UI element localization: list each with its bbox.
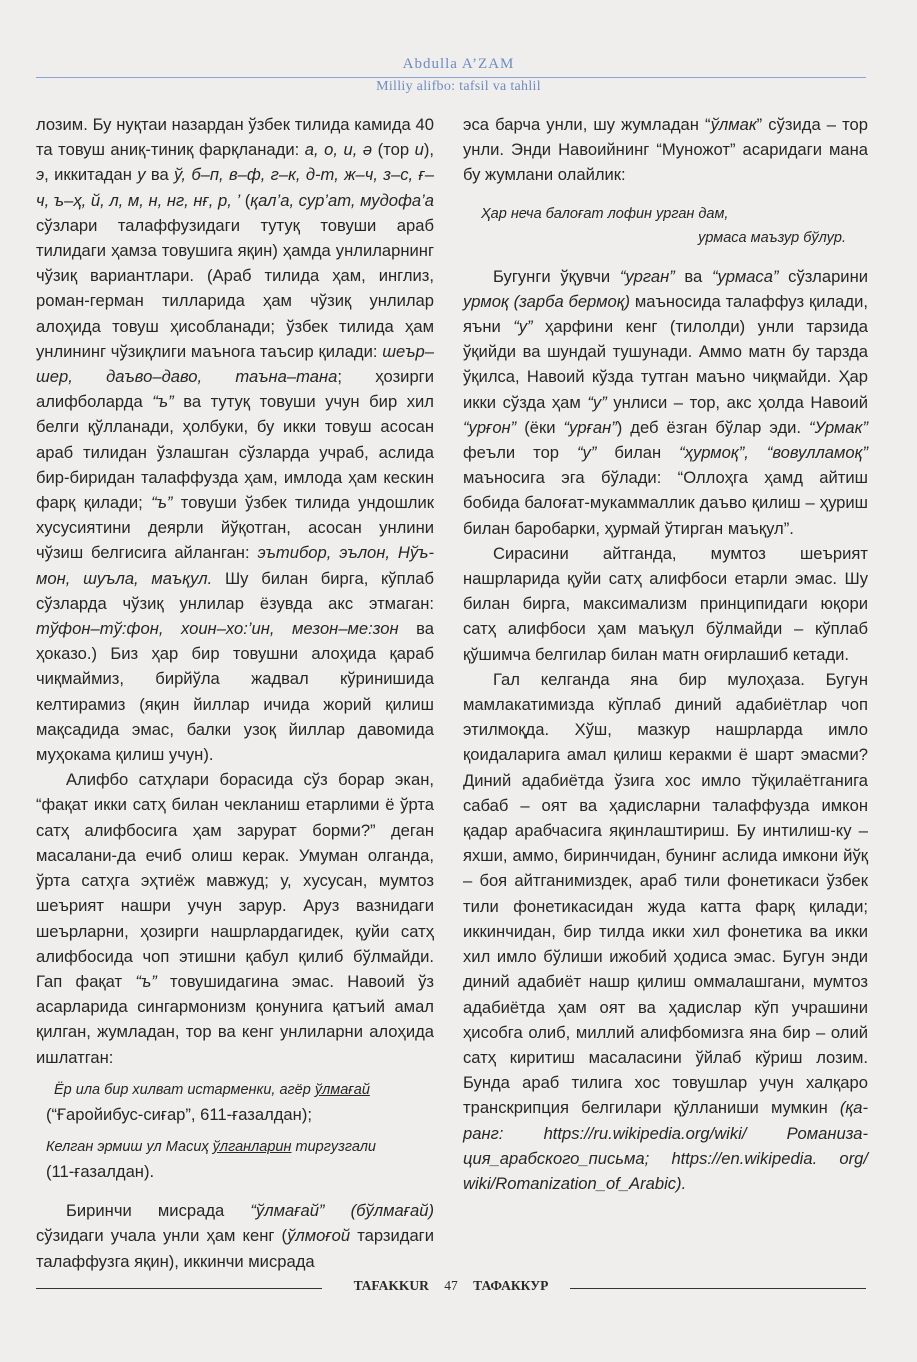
text-run: э bbox=[36, 165, 45, 185]
text-run: сўзлари талаффузидаги тутуқ товуши араб тилидаги ҳамза товушига яқин) ҳамда унлиларнинг чўзиқ вариантлари. (Араб тилида ҳам, инглиз, роман-герман тилларида ҳам чўзиқ унлилар алоҳида товуш ҳисобланади; ўзбек тилида ҳам унлининг чўзиқлиги маънога таъсир қилади: bbox=[36, 215, 434, 361]
text-run: “урғон” bbox=[463, 417, 517, 437]
text-run: “урмаса” bbox=[711, 266, 779, 286]
text-run: ҳарфини кенг (тилолди) унли тарзида ўқийди ва шундай тушунади. Аммо матн бу тарзда ўқилса, Навоий кўзда тутган маъно чиқмайди. Ҳар икки сўзда ҳам bbox=[463, 317, 868, 412]
text-run: (ёки bbox=[516, 417, 564, 437]
text-run: товушидагина эмас. Навоий ўз асарларида сингармонизм қонунига қатъий амал қилган, жумладан, тор ва кенг унлиларни алоҳида ишлатган: bbox=[36, 971, 434, 1067]
text-run: ў, б–п, в–ф, г–к, д-т, ж–ч, з–с, ғ–ч, ъ–ҳ, й, л, м, н, нг, нғ, р, ’ bbox=[36, 165, 434, 210]
text-run: Шу билан бирга, кўплаб сўзларда чўзиқ унлилар ёзувда акс этмаган: bbox=[36, 568, 434, 613]
text-run: а, о, и, ә bbox=[304, 140, 373, 160]
text-run: у bbox=[137, 165, 146, 185]
left-quote-2 bbox=[36, 1135, 434, 1159]
text-run: шеър–шер, даъво–даво, таъна–тана bbox=[36, 341, 434, 387]
right-quote-line-1: Ҳар неча балоғат лофин урган дам, bbox=[481, 205, 729, 222]
text-run: ва bbox=[674, 266, 712, 286]
text-run: “урган” bbox=[619, 266, 675, 286]
text-run: ўлмак bbox=[710, 115, 757, 134]
text-run: эътибор, эълон, Нўъмон, шуъла, маъқул. bbox=[36, 543, 434, 588]
text-run: “ҳурмоқ”, “вовулламоқ” bbox=[679, 443, 869, 463]
header-rule bbox=[36, 77, 866, 78]
text-run: и bbox=[414, 140, 424, 160]
text-run: Гал келганда яна бир мулоҳаза. Бугун мамлакатимизда кўплаб диний адабиётлар чоп этилмоқда. Хўш, мазкур нашрларда имло қоидаларига амал қилиш керакми ё шарт эмасми? Диний адабиётда ўзига хос имло тўқилаётганига сабаб – оят ва ҳадисларни талаффузда имкон қадар арабчасига яқинлаштириш. Бу интилиш-ку – яхши, аммо, биринчидан, бунинг аслида имкони йўқ – боя айтганимиздек, араб тили фонетикаси ўзбек тили фонетикасидан жуда катта фарқ қилади; иккинчидан, бир тилда икки хил фонетика ва икки хил имло бўлиши ижобий ҳодиса эмас. Бугун энди диний адабиёт нашр қилиш оммалашгани, мумтоз адабиётда ҳам оят ва ҳадислар кўп учрашини ҳисобга олиб, миллий алифбомизга яна бир – олий сатҳ киритиш масаласини ўйлаб кўриш лозим. Бунда араб тилига хос товушлар учун халқаро транскрипция белгилари қўлланиши мумкин bbox=[463, 669, 868, 1118]
footer-label-latin: TAFAKKUR bbox=[353, 1278, 429, 1293]
page-number: 47 bbox=[444, 1278, 458, 1293]
text-run: “у” bbox=[513, 317, 533, 337]
text-run: “ъ” bbox=[152, 392, 174, 412]
left-quote-2-source: (11-ғазалдан). bbox=[46, 1161, 155, 1181]
text-run: маъносига эга бўлади: “Оллоҳга ҳамд айтиш бобида балоғат-мукаммаллик даъво қилиш – ҳуриш билан баробарки, ҳурмай ўтирган маъқул”. bbox=[463, 468, 868, 538]
text-run: эса барча унли, шу жумладан “ bbox=[463, 115, 711, 134]
right-paragraph-3 bbox=[463, 541, 868, 667]
text-run: ўлмоғой bbox=[287, 1226, 351, 1246]
text-run: сўзидаги учала унли ҳам кенг ( bbox=[36, 1226, 288, 1246]
text-run: Алифбо сатҳлари борасида сўз борар экан, “фақат икки сатҳ билан чекланиш етарлими ё ўрта сатҳ алифбосига ҳам зарурат борми?” деган масалани-да ечиб олиш керак. Умуман олганда, ўрта сатҳга эҳтиёж мавжуд; у, хусусан, мумтоз шеърият нашри учун зарур. Аруз вазнидаги шеърларни, ҳозирги нашрлардагидек, қуйи сатҳ алифбосида чоп этишни қабул қилиб бўлмайди. Гап фақат bbox=[36, 770, 434, 991]
text-run: унлиси – тор, акс ҳолда Навоий bbox=[606, 392, 869, 412]
text-run: ), bbox=[423, 140, 434, 160]
text-run: Сирасини айтганда, мумтоз шеърият нашрларида қуйи сатҳ алифбоси етарли эмас. Шу билан бирга, максимализм принципидаги юқори сатҳ алифбоси ҳам маъқул бўлмайди – кўплаб қўшимча белгилар билан матн оғирлашиб кетади. bbox=[463, 543, 868, 664]
text-run: “урған” bbox=[563, 417, 617, 437]
left-paragraph-1 bbox=[36, 112, 434, 767]
text-run: лозим. Бу нуқтаи назардан ўзбек тилида камида 40 та товуш аниқ-тиниқ фарқланади: bbox=[36, 115, 434, 160]
left-column bbox=[36, 112, 434, 1274]
text-run: “у” bbox=[577, 443, 597, 463]
text-run: “ўлмағай” (бўлмағай) bbox=[250, 1201, 434, 1221]
text-run: ( bbox=[240, 190, 251, 210]
right-paragraph-1 bbox=[463, 112, 868, 188]
footer-label-cyrillic: ТАФАККУР bbox=[473, 1278, 549, 1293]
text-run: “ъ” bbox=[135, 971, 157, 991]
text-run: тўфон–тў:фон, хоин–хо:’ин, мезон–ме:зон bbox=[36, 619, 399, 639]
left-quote-1 bbox=[36, 1078, 434, 1102]
text-run: товуши ўзбек тилида ундошлик хусусиятини деярли йўқотган, асосан унлини чўзиш белгисига айланган: bbox=[36, 493, 434, 563]
page-footer bbox=[36, 1278, 866, 1298]
text-run: “ъ” bbox=[151, 493, 173, 513]
text-run: Биринчи мисрада bbox=[66, 1201, 251, 1221]
text-run: тиргузгали bbox=[291, 1138, 376, 1155]
text-run: феъли тор bbox=[463, 443, 577, 463]
text-run: ўлмағай bbox=[314, 1081, 370, 1098]
left-paragraph-2 bbox=[36, 767, 434, 1069]
text-run: Келган эрмиш ул Масиҳ bbox=[46, 1138, 213, 1155]
text-run: ва тутуқ товуши учун бир хил белги қўлланади, ҳолбуки, бу икки товуш асосан араб тилидан ўзлашган сўзларда учраб, аслида бир-биридан талаффузда ҳам, имлода ҳам кескин фарқ қилади; bbox=[36, 392, 434, 513]
header-author: Abdulla A’ZAM bbox=[402, 56, 515, 72]
text-run: тарзидаги талаффузга яқин), иккинчи мисрада bbox=[36, 1226, 434, 1271]
running-header bbox=[0, 56, 917, 95]
text-run: Ёр ила бир хилват истарменки, агёр bbox=[54, 1081, 315, 1098]
left-quote-1-source: (“Ғаройибус-сиғар”, 611-ғазалдан); bbox=[46, 1104, 312, 1124]
header-subtitle: Milliy alifbo: tafsil va tahlil bbox=[376, 79, 541, 94]
right-paragraph-4 bbox=[463, 667, 868, 1196]
text-run: “у” bbox=[587, 392, 607, 412]
text-run: ўлганларин bbox=[212, 1138, 292, 1155]
text-run: урмоқ (зарба бермоқ) bbox=[463, 291, 631, 311]
text-run: , иккитадан bbox=[44, 165, 138, 185]
text-run: ) деб ёзган бўлар эди. bbox=[616, 417, 810, 437]
text-run: ва bbox=[145, 165, 175, 185]
left-paragraph-3 bbox=[36, 1198, 434, 1274]
text-run: Бугунги ўқувчи bbox=[493, 266, 620, 286]
right-quote-line-2: урмаса маъзур бўлур. bbox=[698, 229, 846, 246]
text-run: маъносида талаффуз қилади, яъни bbox=[463, 291, 868, 337]
text-run: ; ҳозирги алифболарда bbox=[36, 367, 434, 412]
text-run: (тор bbox=[372, 140, 415, 160]
right-column bbox=[463, 112, 868, 1196]
text-run: сўзларини bbox=[778, 266, 869, 286]
text-run: (қаранг: https://ru.wikipedia.org/wiki/ Романизация_арабского_письма; https://en.wikipedia. org/ wiki/Romanization_of_Arabic). bbox=[463, 1098, 868, 1193]
text-run: ” сўзида – тор унли. Энди Навоийнинг “Муножот” асаридаги мана бу жумлани олайлик: bbox=[463, 115, 868, 185]
right-paragraph-2 bbox=[463, 264, 868, 541]
text-run: “Урмак” bbox=[809, 417, 868, 437]
text-run: қал’а, сур’ат, мудофа’а bbox=[250, 190, 434, 210]
text-run: ва ҳоказо.) Биз ҳар бир товушни алоҳида қараб чиқмаймиз, бирйўла жадвал кўринишида келтирамиз (яқин йиллар ичида жорий қилиш мақсадида эмас, балки узоқ йиллар давомида муҳокама қилиш учун). bbox=[36, 619, 434, 765]
text-run: билан bbox=[596, 443, 680, 463]
